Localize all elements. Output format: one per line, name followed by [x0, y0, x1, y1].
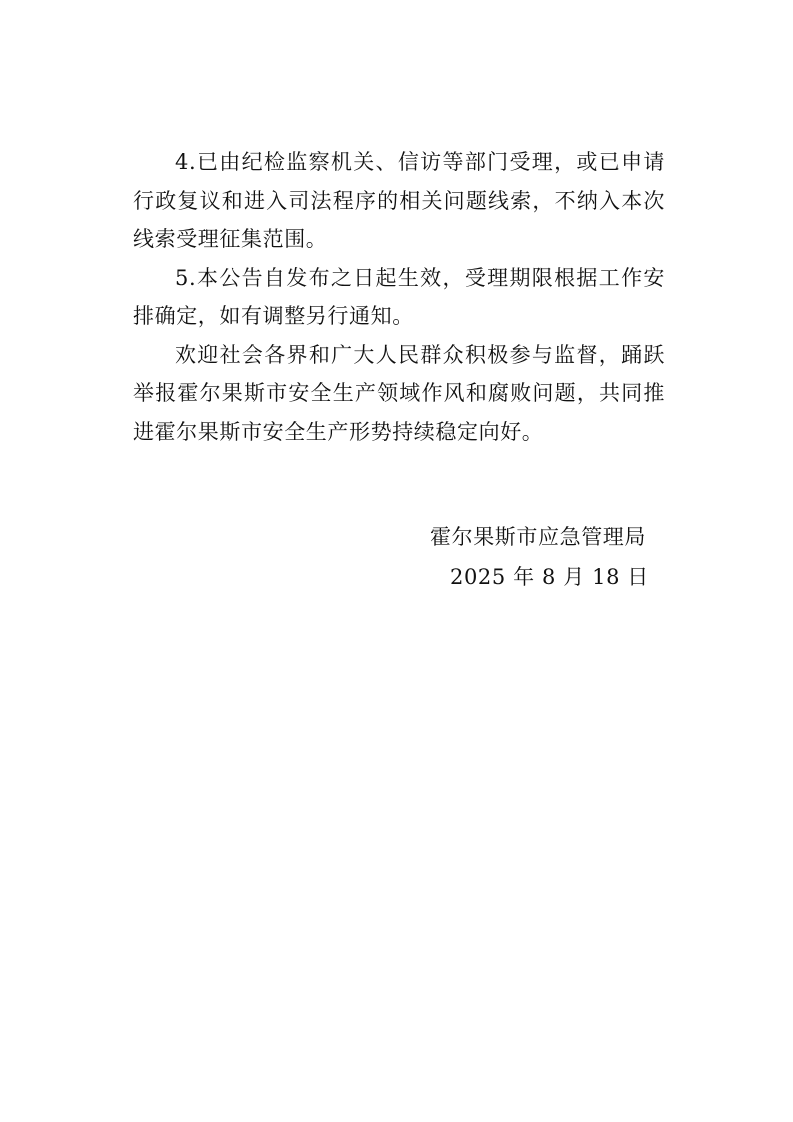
issuing-organization: 霍尔果斯市应急管理局 [430, 525, 646, 549]
document-body [133, 143, 665, 451]
paragraph-item-5: 5.本公告自发布之日起生效，受理期限根据工作安排确定，如有调整另行通知。 [133, 265, 665, 328]
issue-date: 2025 年 8 月 18 日 [450, 565, 649, 589]
signature-block [0, 521, 793, 621]
paragraph-item-4: 4.已由纪检监察机关、信访等部门受理，或已申请行政复议和进入司法程序的相关问题线索，不纳入本次线索受理征集范围。 [133, 150, 665, 251]
paragraph-closing-appeal: 欢迎社会各界和广大人民群众积极参与监督，踊跃举报霍尔果斯市安全生产领域作风和腐败问题，共同推进霍尔果斯市安全生产形势持续稳定向好。 [133, 342, 665, 444]
